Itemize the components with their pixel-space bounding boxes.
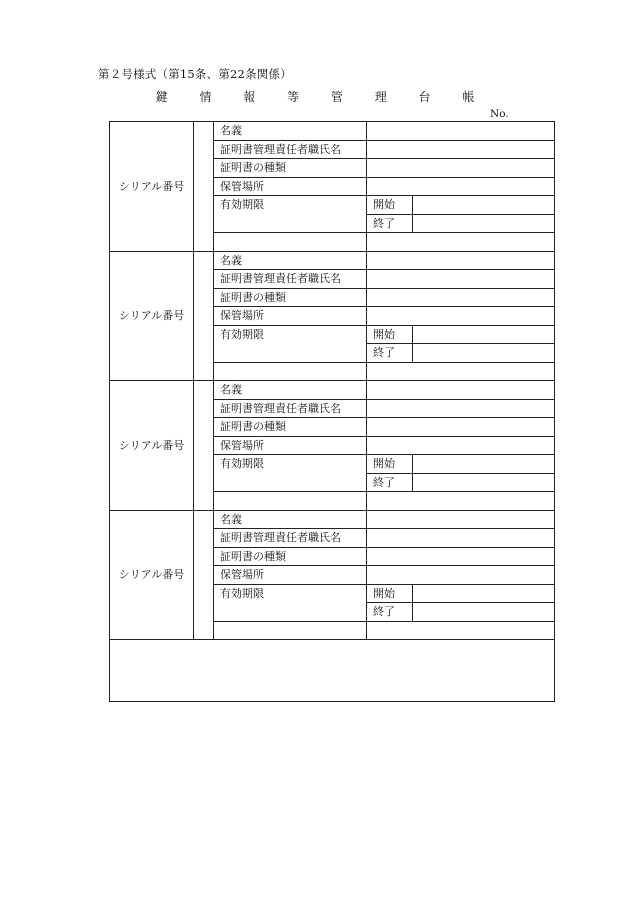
validity-end-value[interactable] [413,603,555,622]
cert-type-label: 証明書の種類 [214,418,367,437]
validity-start-label: 開始 [367,196,413,215]
name-label: 名義 [214,251,367,270]
manager-value[interactable] [367,140,555,159]
serial-number-label: シリアル番号 [110,510,194,640]
name-label: 名義 [214,510,367,529]
name-value[interactable] [367,510,555,529]
cert-type-label: 証明書の種類 [214,288,367,307]
manager-label: 証明書管理責任者職氏名 [214,399,367,418]
storage-value[interactable] [367,307,555,326]
serial-number-value[interactable] [194,510,214,640]
entry-row-name [110,122,555,141]
storage-label: 保管場所 [214,436,367,455]
name-label: 名義 [214,122,367,141]
manager-label: 証明書管理責任者職氏名 [214,529,367,548]
validity-end-value[interactable] [413,344,555,363]
validity-start-value[interactable] [413,584,555,603]
document-title [0,88,630,105]
document-title-text: 鍵 情 報 等 管 理 台 帳 [155,90,489,104]
validity-start-value[interactable] [413,196,555,215]
manager-label: 証明書管理責任者職氏名 [214,270,367,289]
validity-start-label: 開始 [367,584,413,603]
manager-value[interactable] [367,529,555,548]
validity-start-value[interactable] [413,455,555,474]
validity-end-value[interactable] [413,214,555,233]
entry-row-name [110,251,555,270]
name-value[interactable] [367,251,555,270]
cert-type-value[interactable] [367,418,555,437]
storage-value[interactable] [367,566,555,585]
entry-row-name [110,381,555,400]
storage-value[interactable] [367,436,555,455]
validity-end-label: 終了 [367,214,413,233]
blank-value[interactable] [367,492,555,511]
blank-cell[interactable] [214,362,367,381]
serial-number-value[interactable] [194,122,214,252]
storage-label: 保管場所 [214,307,367,326]
storage-value[interactable] [367,177,555,196]
blank-value[interactable] [367,233,555,252]
serial-number-value[interactable] [194,381,214,511]
validity-label: 有効期限 [214,196,367,233]
validity-start-value[interactable] [413,325,555,344]
validity-label: 有効期限 [214,584,367,621]
storage-label: 保管場所 [214,177,367,196]
serial-number-value[interactable] [194,251,214,381]
blank-cell[interactable] [214,492,367,511]
blank-value[interactable] [367,362,555,381]
validity-end-label: 終了 [367,603,413,622]
manager-value[interactable] [367,399,555,418]
validity-start-label: 開始 [367,455,413,474]
validity-label: 有効期限 [214,325,367,362]
serial-number-label: シリアル番号 [110,122,194,252]
validity-end-value[interactable] [413,473,555,492]
cert-type-value[interactable] [367,159,555,178]
blank-cell[interactable] [214,233,367,252]
manager-value[interactable] [367,270,555,289]
validity-end-label: 終了 [367,344,413,363]
footer-row [110,640,555,702]
serial-number-label: シリアル番号 [110,381,194,511]
serial-number-label: シリアル番号 [110,251,194,381]
remarks-area[interactable] [110,640,555,702]
validity-start-label: 開始 [367,325,413,344]
cert-type-label: 証明書の種類 [214,547,367,566]
ledger-body [110,122,555,702]
number-label: No. [490,108,509,120]
name-value[interactable] [367,381,555,400]
cert-type-label: 証明書の種類 [214,159,367,178]
validity-label: 有効期限 [214,455,367,492]
key-info-ledger-table [109,121,555,702]
name-value[interactable] [367,122,555,141]
blank-value[interactable] [367,621,555,640]
name-label: 名義 [214,381,367,400]
cert-type-value[interactable] [367,547,555,566]
entry-row-name [110,510,555,529]
form-number-label: 第２号様式（第15条、第22条関係） [98,67,292,81]
cert-type-value[interactable] [367,288,555,307]
validity-end-label: 終了 [367,473,413,492]
storage-label: 保管場所 [214,566,367,585]
manager-label: 証明書管理責任者職氏名 [214,140,367,159]
blank-cell[interactable] [214,621,367,640]
